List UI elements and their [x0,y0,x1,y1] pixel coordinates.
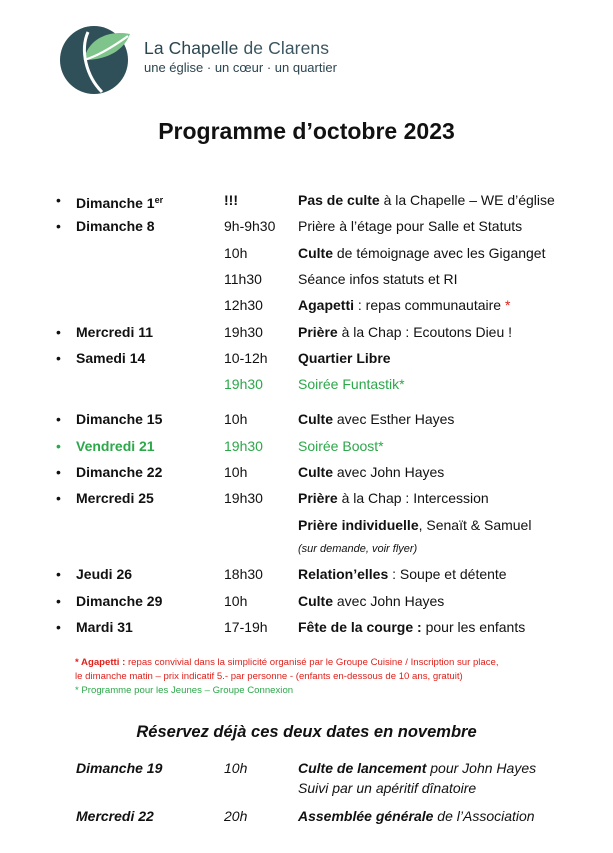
tagline: une église · un cœur · un quartier [144,60,337,75]
bullet: • [56,490,61,506]
event-time: 20h [224,808,248,824]
schedule-desc: Fête de la courge : pour les enfants [298,619,526,635]
schedule-desc: Prière à la Chap : Ecoutons Dieu ! [298,324,513,340]
schedule-desc: Prière individuelle, Senaït & Samuel [298,517,532,533]
schedule-desc: Culte avec John Hayes [298,593,445,609]
footnote-youth: * Programme pour les Jeunes – Groupe Connexion [75,685,294,696]
schedule-day: Dimanche 29 [76,593,163,609]
schedule-time: 19h30 [224,324,263,340]
schedule-day: Jeudi 26 [76,566,133,582]
bullet: • [56,593,61,609]
schedule-desc: Culte avec John Hayes [298,464,445,480]
schedule-row [0,268,613,290]
footnotes [75,656,499,698]
event-day: Dimanche 19 [76,760,163,776]
schedule-row [0,563,613,585]
schedule-time: !!! [224,192,238,208]
schedule-desc: Prière à l’étage pour Salle et Statuts [298,218,523,234]
bullet: • [56,350,61,366]
schedule-desc: Agapetti : repas communautaire * [298,297,511,313]
footnote-agapetti: * Agapetti : repas convivial dans la simplicité organisé par le Groupe Cuisine / Inscription sur place, [75,657,499,668]
brand-name: La Chapelle de Clarens [144,38,330,58]
schedule-time: 10-12h [224,350,268,366]
schedule-day: Vendredi 21 [76,438,155,454]
header [58,18,358,100]
schedule-time: 12h30 [224,297,263,313]
schedule-note: (sur demande, voir flyer) [298,543,418,555]
bullet: • [56,566,61,582]
footnote-agapetti-cont: le dimanche matin – prix indicatif 5.- par personne - (enfants en-dessous de 10 ans, gratuit) [75,671,463,682]
schedule-time: 17-19h [224,619,268,635]
schedule-desc: Quartier Libre [298,350,391,366]
schedule-row [0,514,613,536]
schedule-time: 10h [224,464,248,480]
schedule-day: Samedi 14 [76,350,146,366]
schedule-row [0,590,613,612]
schedule-desc: Séance infos statuts et RI [298,271,458,287]
schedule-row [0,538,613,560]
schedule-time: 19h30 [224,490,263,506]
schedule-row [0,242,613,264]
schedule-desc: Soirée Boost* [298,438,384,454]
event-desc-line2: Suivi par un apéritif dînatoire [298,780,477,796]
schedule-row [0,321,613,343]
event-time: 10h [224,760,248,776]
schedule-desc: Prière à la Chap : Intercession [298,490,489,506]
schedule-row [0,408,613,430]
schedule-time: 19h30 [224,376,263,392]
schedule-desc: Soirée Funtastik* [298,376,405,392]
bullet: • [56,218,61,234]
event-day: Mercredi 22 [76,808,154,824]
bullet: • [56,438,61,454]
schedule-row [0,347,613,369]
schedule-day: Mercredi 25 [76,490,154,506]
bullet: • [56,192,61,208]
schedule-row [0,294,613,316]
schedule-row [0,373,613,395]
schedule-time: 10h [224,411,248,427]
schedule-time: 10h [224,593,248,609]
schedule-day: Dimanche 8 [76,218,155,234]
bullet: • [56,411,61,427]
schedule-time: 11h30 [224,271,262,287]
church-logo [58,20,134,96]
event-desc: Assemblée générale de l’Association [298,808,535,824]
bullet: • [56,619,61,635]
bullet: • [56,464,61,480]
schedule-time: 19h30 [224,438,263,454]
schedule-desc: Relation’elles : Soupe et détente [298,566,507,582]
schedule-row [0,461,613,483]
schedule-day: Dimanche 1er [76,195,164,211]
schedule-desc: Pas de culte à la Chapelle – WE d’église [298,192,555,208]
schedule-time: 18h30 [224,566,263,582]
schedule-day: Mardi 31 [76,619,133,635]
schedule-row [0,487,613,509]
event-desc: Culte de lancement pour John Hayes [298,760,537,776]
schedule-desc: Culte de témoignage avec les Giganget [298,245,546,261]
page-title: Programme d’octobre 2023 [158,118,455,144]
schedule-day: Mercredi 11 [76,324,154,340]
schedule-row [0,189,613,211]
schedule-day: Dimanche 15 [76,411,163,427]
schedule-time: 9h-9h30 [224,218,276,234]
schedule-row [0,616,613,638]
november-title: Réservez déjà ces deux dates en novembre [136,723,477,741]
schedule-row [0,435,613,457]
schedule-row [0,215,613,237]
schedule-time: 10h [224,245,248,261]
schedule-day: Dimanche 22 [76,464,163,480]
bullet: • [56,324,61,340]
schedule-desc: Culte avec Esther Hayes [298,411,455,427]
